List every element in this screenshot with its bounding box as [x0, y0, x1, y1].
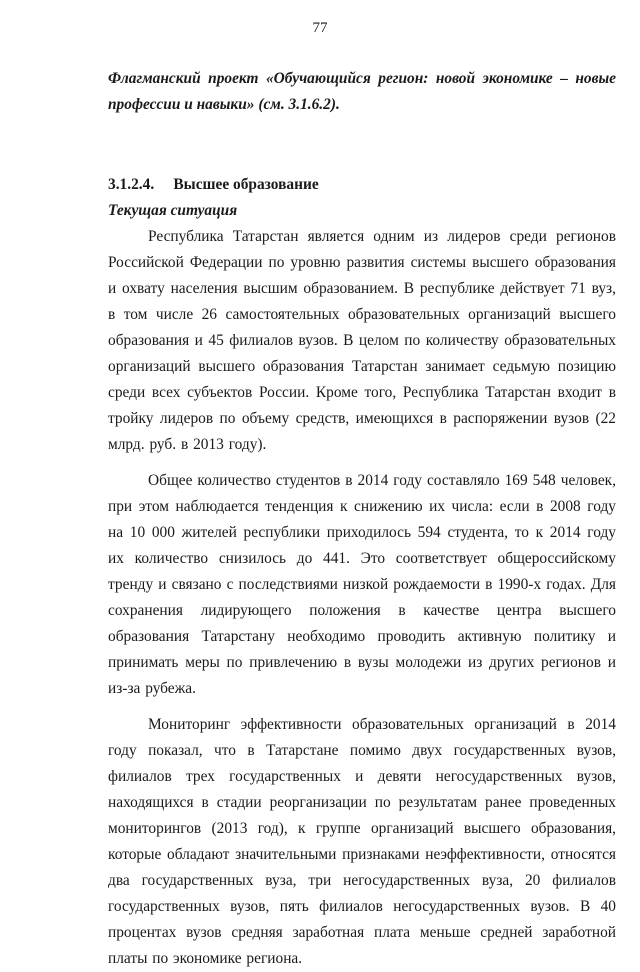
paragraph-2: Общее количество студентов в 2014 году составляло 169 548 человек, при этом наблюдается тенденция к снижению их числа: если в 2008 году на 10 000 жителей республики приходилось 594 студента, то к 2014 году их количество снизилось до 441. Это соответствует общероссийскому тренду и связано с последствиями низкой рождаемости в 1990-х годах. Для сохранения лидирующего положения в качестве центра высшего образования Татарстану необходимо проводить активную политику и принимать меры по привлечению в вузы молодежи из других регионов и из-за рубежа.: [108, 472, 616, 697]
paragraph-3: Мониторинг эффективности образовательных организаций в 2014 году показал, что в Татарстане помимо двух государственных вузов, филиалов трех государственных и девяти негосударственных вузов, находящихся в стадии реорганизации по результатам ранее проведенных мониторингов (2013 год), к группе организаций высшего образования, которые обладают значительными признаками неэффективности, относятся два государственных вуза, три негосударственных вуза, 20 филиалов государственных вузов, пять филиалов негосударственных вузов. В 40 процентах вузов средняя заработная плата меньше средней заработной платы по экономике региона.: [108, 716, 616, 967]
section-number: 3.1.2.4.: [108, 176, 155, 193]
section-title: Высшее образование: [173, 176, 319, 193]
paragraph-1: Республика Татарстан является одним из лидеров среди регионов Российской Федерации по уровню развития системы высшего образования и охвату населения высшим образованием. В республике действует 71 вуз, в том числе 26 самостоятельных образовательных организаций высшего образования и 45 филиалов вузов. В целом по количеству образовательных организаций высшего образования Татарстан занимает седьмую позицию среди всех субъектов России. Кроме того, Республика Татарстан входит в тройку лидеров по объему средств, имеющихся в распоряжении вузов (22 млрд. руб. в 2013 году).: [108, 228, 616, 453]
flagship-project-reference: Флагманский проект «Обучающийся регион: новой экономике – новые профессии и навыки» (см. 3.1.6.2).: [108, 70, 616, 113]
subheading-current-situation: Текущая ситуация: [108, 202, 238, 219]
document-body: [108, 66, 616, 972]
page-number: 77: [312, 20, 328, 36]
section-heading: [108, 172, 616, 198]
